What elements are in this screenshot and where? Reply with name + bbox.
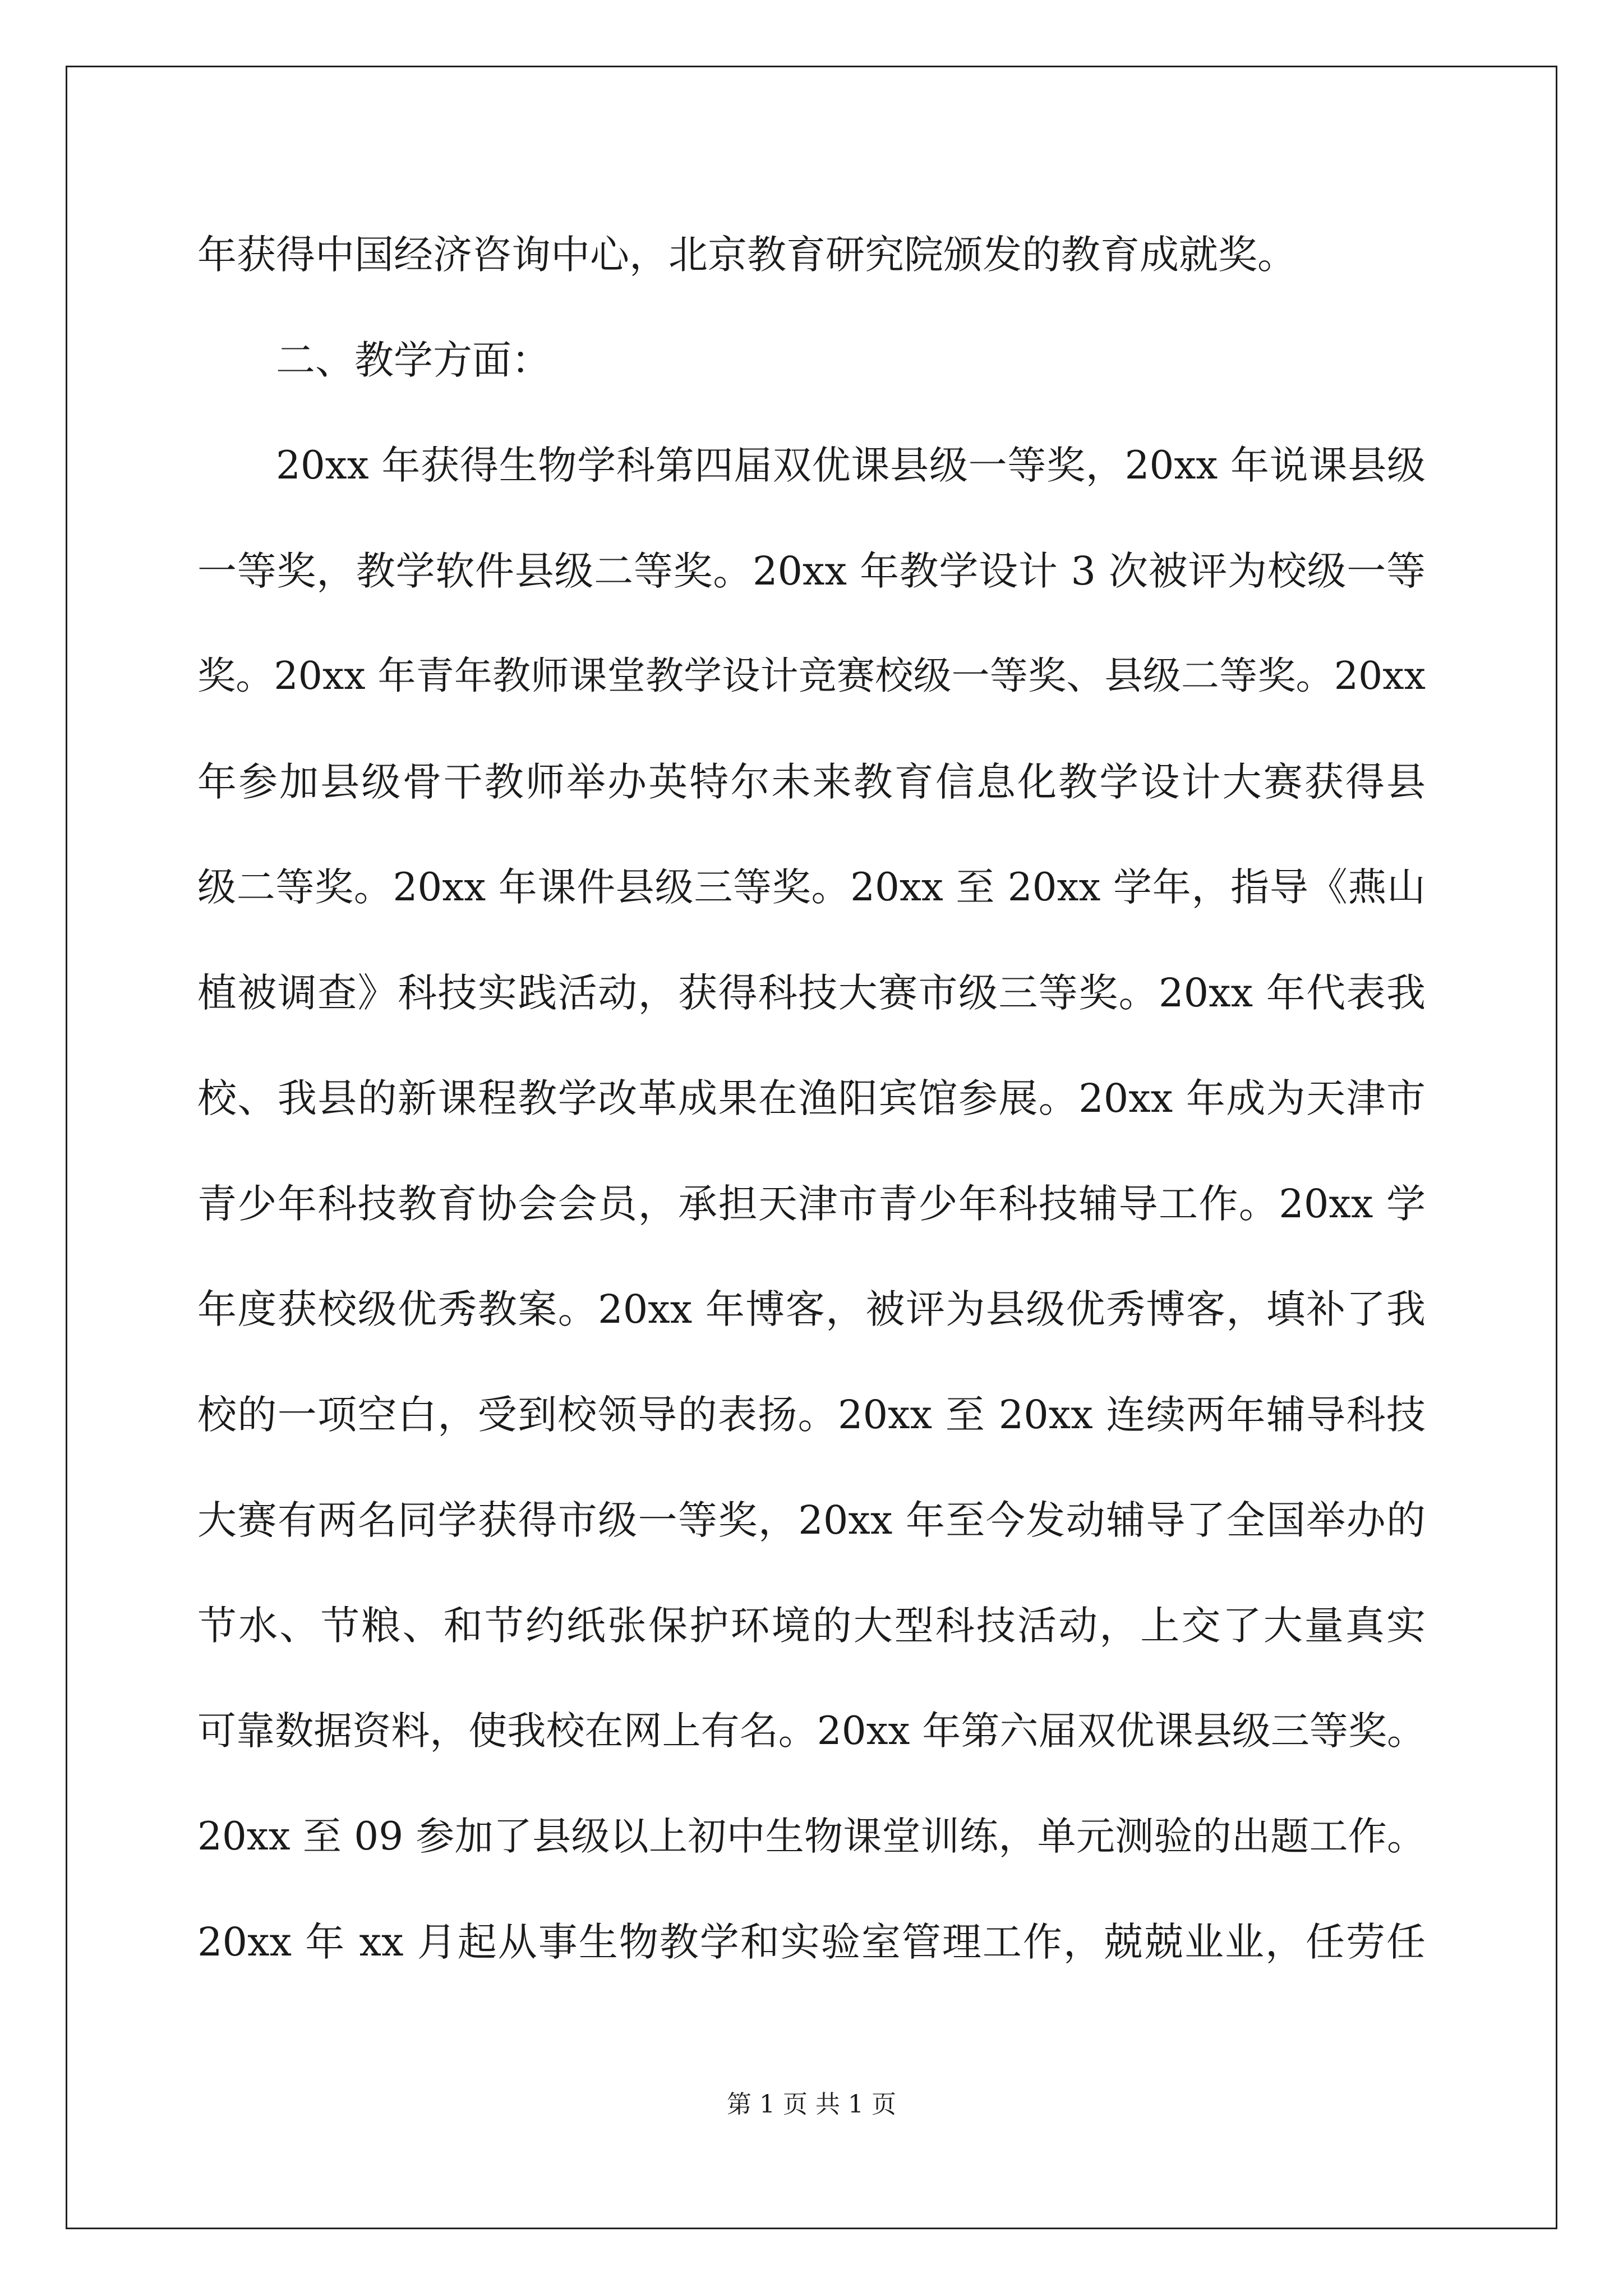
text-line: 青少年科技教育协会会员，承担天津市青少年科技辅导工作。20xx 学: [197, 1181, 1426, 1227]
text-line: 可靠数据资料，使我校在网上有名。20xx 年第六届双优课县级三等奖。: [197, 1709, 1426, 1754]
section-heading: 二、教学方面：: [276, 337, 551, 383]
text-line: 年参加县级骨干教师举办英特尔未来教育信息化教学设计大赛获得县: [197, 759, 1426, 805]
text-line: 一等奖，教学软件县级二等奖。20xx 年教学设计 3 次被评为校级一等: [197, 548, 1426, 594]
text-line: 奖。20xx 年青年教师课堂教学设计竞赛校级一等奖、县级二等奖。20xx: [197, 654, 1426, 698]
text-line: 年获得中国经济咨询中心，北京教育研究院颁发的教育成就奖。: [197, 232, 1297, 278]
document-body: [197, 202, 1426, 1995]
text-line: 校的一项空白，受到校领导的表扬。20xx 至 20xx 连续两年辅导科技: [197, 1392, 1426, 1438]
text-line: 级二等奖。20xx 年课件县级三等奖。20xx 至 20xx 学年，指导《燕山: [197, 865, 1426, 910]
text-line: 20xx 年 xx 月起从事生物教学和实验室管理工作，兢兢业业，任劳任: [197, 1919, 1426, 1965]
text-line: 大赛有两名同学获得市级一等奖，20xx 年至今发动辅导了全国举办的: [197, 1497, 1426, 1543]
text-line: 20xx 年获得生物学科第四届双优课县级一等奖，20xx 年说课县级: [276, 443, 1426, 488]
text-line: 20xx 至 09 参加了县级以上初中生物课堂训练，单元测验的出题工作。: [197, 1814, 1426, 1859]
text-line: 年度获校级优秀教案。20xx 年博客，被评为县级优秀博客，填补了我: [197, 1286, 1426, 1332]
page-footer: 第 1 页 共 1 页: [727, 2090, 896, 2119]
text-line: 植被调查》科技实践活动，获得科技大赛市级三等奖。20xx 年代表我: [197, 970, 1426, 1016]
text-line: 节水、节粮、和节约纸张保护环境的大型科技活动，上交了大量真实: [197, 1603, 1426, 1649]
text-line: 校、我县的新课程教学改革成果在渔阳宾馆参展。20xx 年成为天津市: [197, 1075, 1426, 1121]
